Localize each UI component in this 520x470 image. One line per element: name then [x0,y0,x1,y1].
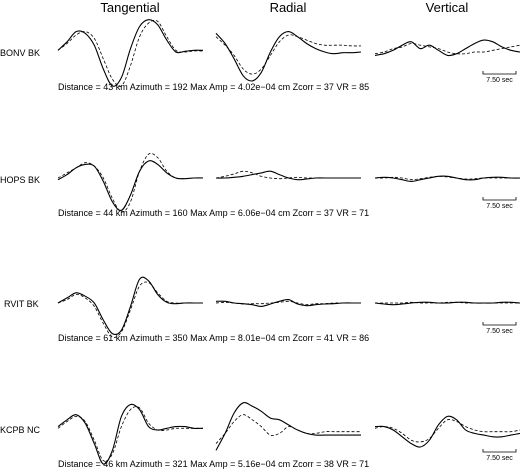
observed-trace-vertical [375,40,520,56]
synthetic-trace-tangential [58,282,203,337]
station-info: Distance = 43 km Azimuth = 192 Max Amp = 4.02e−04 cm Zcorr = 37 VR = 85 [58,82,370,92]
observed-trace-radial [216,32,361,81]
synthetic-trace-tangential [58,20,203,86]
column-title-vertical: Vertical [425,0,469,15]
station-info: Distance = 44 km Azimuth = 160 Max Amp = 6.06e−04 cm Zcorr = 37 VR = 71 [58,208,370,218]
station-row [0,175,369,218]
station-row [4,299,369,343]
column-titles [100,0,468,15]
synthetic-trace-vertical [375,419,520,442]
station-label: HOPS BK [0,175,41,185]
station-label: BONV BK [0,48,41,58]
synthetic-trace-tangential [58,153,203,212]
observed-trace-vertical [375,302,520,304]
observed-trace-tangential [58,404,203,464]
time-scale-bars [483,71,516,462]
time-scale-label: 7.50 sec [486,455,513,462]
observed-trace-vertical [375,416,520,447]
station-info: Distance = 61 km Azimuth = 350 Max Amp = 8.01e−04 cm Zcorr = 41 VR = 86 [58,333,370,343]
station-row [0,425,369,469]
station-label: KCPB NC [0,425,41,435]
station-info: Distance = 46 km Azimuth = 321 Max Amp = 5.16e−04 cm Zcorr = 38 VR = 71 [58,459,370,469]
time-scale-bar [483,71,516,74]
column-title-tangential: Tangential [100,0,160,15]
time-scale-label: 7.50 sec [486,203,513,210]
observed-trace-tangential [58,20,203,87]
station-label: RVIT BK [4,299,39,309]
time-scale-bar [483,449,516,452]
observed-trace-tangential [58,277,203,334]
time-scale-bar [483,197,516,200]
time-scale-label: 7.50 sec [486,328,513,335]
time-scale-label: 7.50 sec [486,77,513,84]
time-scale-bar [483,322,516,325]
observed-trace-radial [216,299,361,306]
synthetic-trace-radial [216,35,361,74]
observed-trace-tangential [58,161,203,211]
station-row [0,48,369,92]
column-title-radial: Radial [269,0,307,15]
synthetic-trace-tangential [58,407,203,462]
synthetic-trace-radial [216,415,361,444]
